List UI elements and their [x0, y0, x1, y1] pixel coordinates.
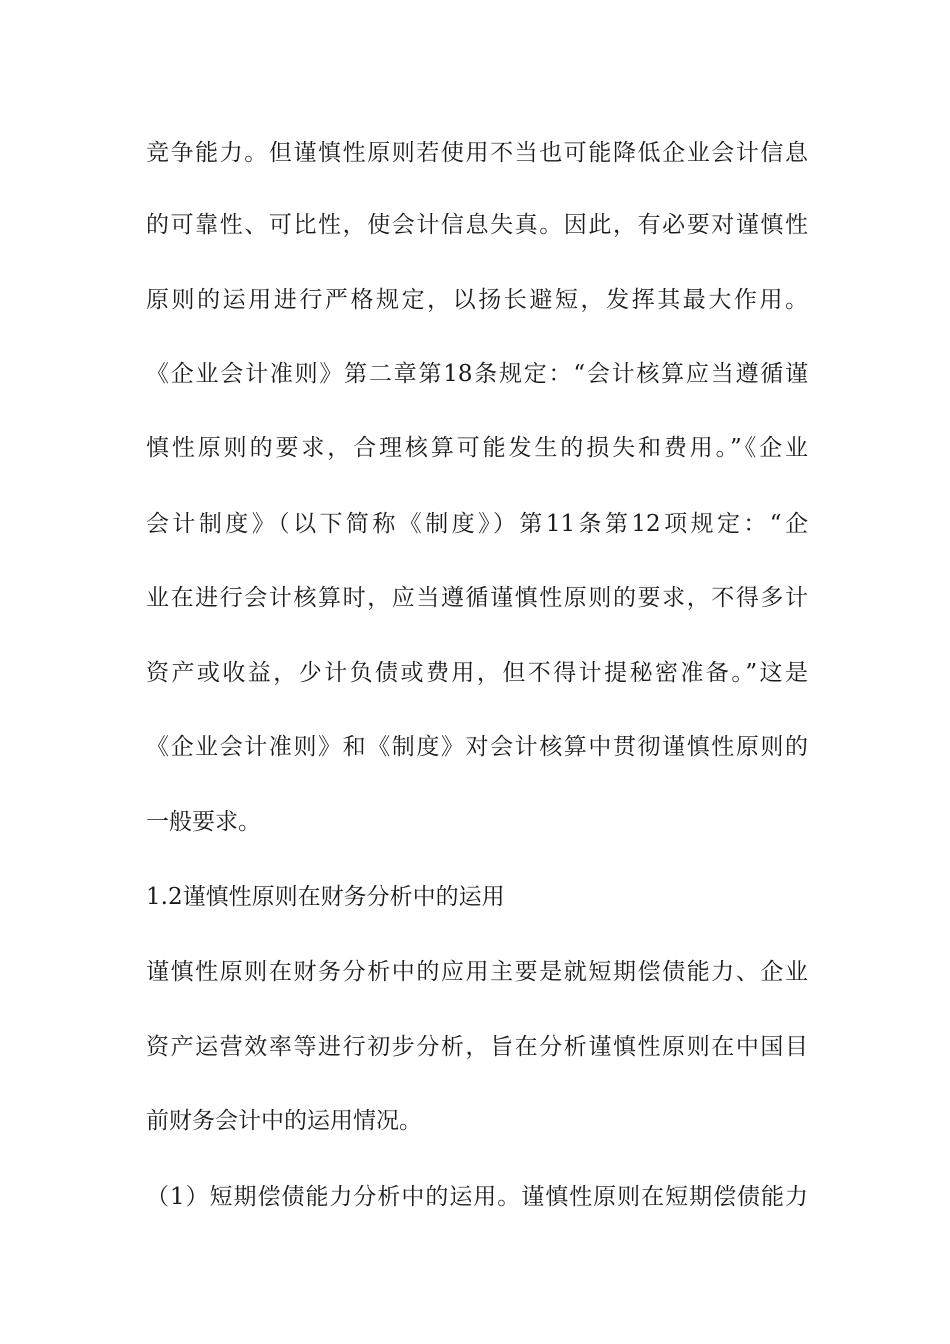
paragraph-line: 业在进行会计核算时，应当遵循谨慎性原则的要求，不得多计	[146, 585, 808, 611]
paragraph-line: 谨慎性原则在财务分析中的应用主要是就短期偿债能力、企业	[146, 959, 808, 985]
paragraph-line: 原则的运用进行严格规定，以扬长避短，发挥其最大作用。	[146, 287, 808, 313]
paragraph-line: 竞争能力。但谨慎性原则若使用不当也可能降低企业会计信息	[146, 140, 808, 166]
paragraph-line: （1）短期偿债能力分析中的运用。谨慎性原则在短期偿债能力	[146, 1184, 808, 1210]
paragraph-line: 的可靠性、可比性，使会计信息失真。因此，有必要对谨慎性	[146, 212, 808, 238]
paragraph-line: 资产运营效率等进行初步分析，旨在分析谨慎性原则在中国目	[146, 1034, 808, 1060]
paragraph-line: 前财务会计中的运用情况。	[146, 1108, 422, 1134]
paragraph-line: 一般要求。	[146, 809, 261, 835]
paragraph-line: 会计制度》（以下简称《制度》）第11条第12项规定：“企	[146, 511, 808, 537]
paragraph-line: 慎性原则的要求，合理核算可能发生的损失和费用。”《企业	[146, 435, 808, 461]
paragraph-line: 《企业会计准则》和《制度》对会计核算中贯彻谨慎性原则的	[146, 734, 808, 760]
paragraph-line: 资产或收益，少计负债或费用，但不得计提秘密准备。”这是	[146, 660, 808, 686]
section-heading: 1.2谨慎性原则在财务分析中的运用	[146, 884, 505, 910]
paragraph-line: 《企业会计准则》第二章第18条规定：“会计核算应当遵循谨	[146, 361, 808, 387]
